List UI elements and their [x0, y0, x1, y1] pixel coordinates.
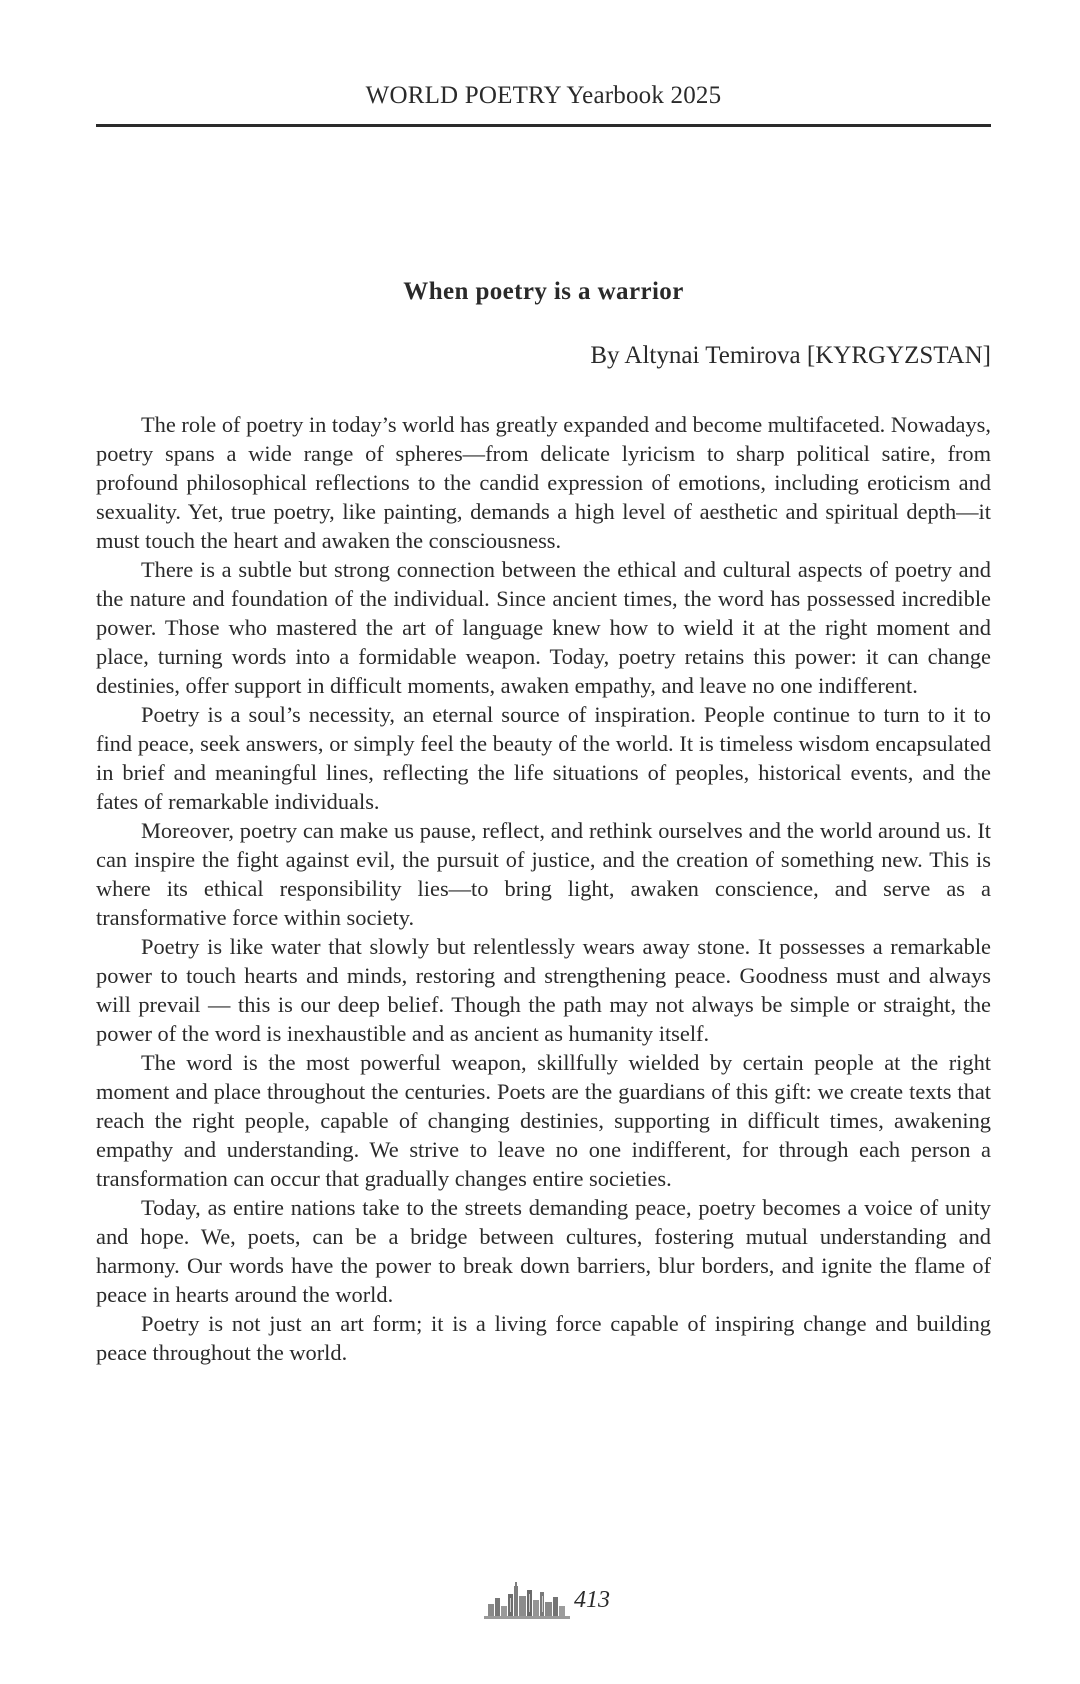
paragraph: The role of poetry in today’s world has greatly expanded and become multifaceted. Nowadays, poetry spans a wide range of spheres—from delicate lyricism to sharp political satire, from profound philosophical reflections to the candid expression of emotions, including eroticism and sexuality. Yet, true poetry, like painting, demands a high level of aesthetic and spiritual depth—it must touch the heart and awaken the consciousness. — [96, 412, 991, 553]
paragraph: Poetry is like water that slowly but relentlessly wears away stone. It possesses a remarkable power to touch hearts and minds, restoring and strengthening peace. Goodness must and always will prevail — this is our deep belief. Though the path may not always be simple or straight, the power of the word is inexhaustible and as ancient as humanity itself. — [96, 934, 991, 1046]
paragraph: Moreover, poetry can make us pause, reflect, and rethink ourselves and the world around us. It can inspire the fight against evil, the pursuit of justice, and the creation of something new. This is where its ethical responsibility lies—to bring light, awaken conscience, and serve as a transformative force within society. — [96, 818, 991, 930]
article-title: When poetry is a warrior — [403, 278, 684, 305]
article-byline: By Altynai Temirova [KYRGYZSTAN] — [590, 342, 991, 369]
paragraph: There is a subtle but strong connection between the ethical and cultural aspects of poetry and the nature and foundation of the individual. Since ancient times, the word has possessed incredible power. Those who mastered the art of language knew how to wield it at the right moment and place, turning words into a formidable weapon. Today, poetry retains this power: it can change destinies, offer support in difficult moments, awaken empathy, and leave no one indifferent. — [96, 557, 991, 698]
paragraph: Today, as entire nations take to the streets demanding peace, poetry becomes a voice of unity and hope. We, poets, can be a bridge between cultures, fostering mutual understanding and harmony. Our words have the power to break down barriers, blur borders, and ignite the flame of peace in hearts around the world. — [96, 1195, 991, 1307]
page-number: 413 — [574, 1587, 610, 1613]
paragraph: Poetry is not just an art form; it is a living force capable of inspiring change and building peace throughout the world. — [96, 1311, 991, 1365]
paragraph: The word is the most powerful weapon, skillfully wielded by certain people at the right moment and place throughout the centuries. Poets are the guardians of this gift: we create texts that reach the right people, capable of changing destinies, supporting in difficult times, awakening empathy and understanding. We strive to leave no one indifferent, for through each person a transformation can occur that gradually changes entire societies. — [96, 1050, 991, 1191]
running-header: WORLD POETRY Yearbook 2025 — [365, 82, 722, 109]
header-rule — [96, 124, 991, 127]
paragraph: Poetry is a soul’s necessity, an eternal source of inspiration. People continue to turn to it to find peace, seek answers, or simply feel the beauty of the world. It is timeless wisdom encapsulated in brief and meaningful lines, reflecting the life situations of peoples, historical events, and the fates of remarkable individuals. — [96, 702, 991, 814]
article-body — [96, 410, 991, 1367]
city-skyline-icon — [484, 1580, 570, 1620]
page-footer — [484, 1580, 610, 1620]
